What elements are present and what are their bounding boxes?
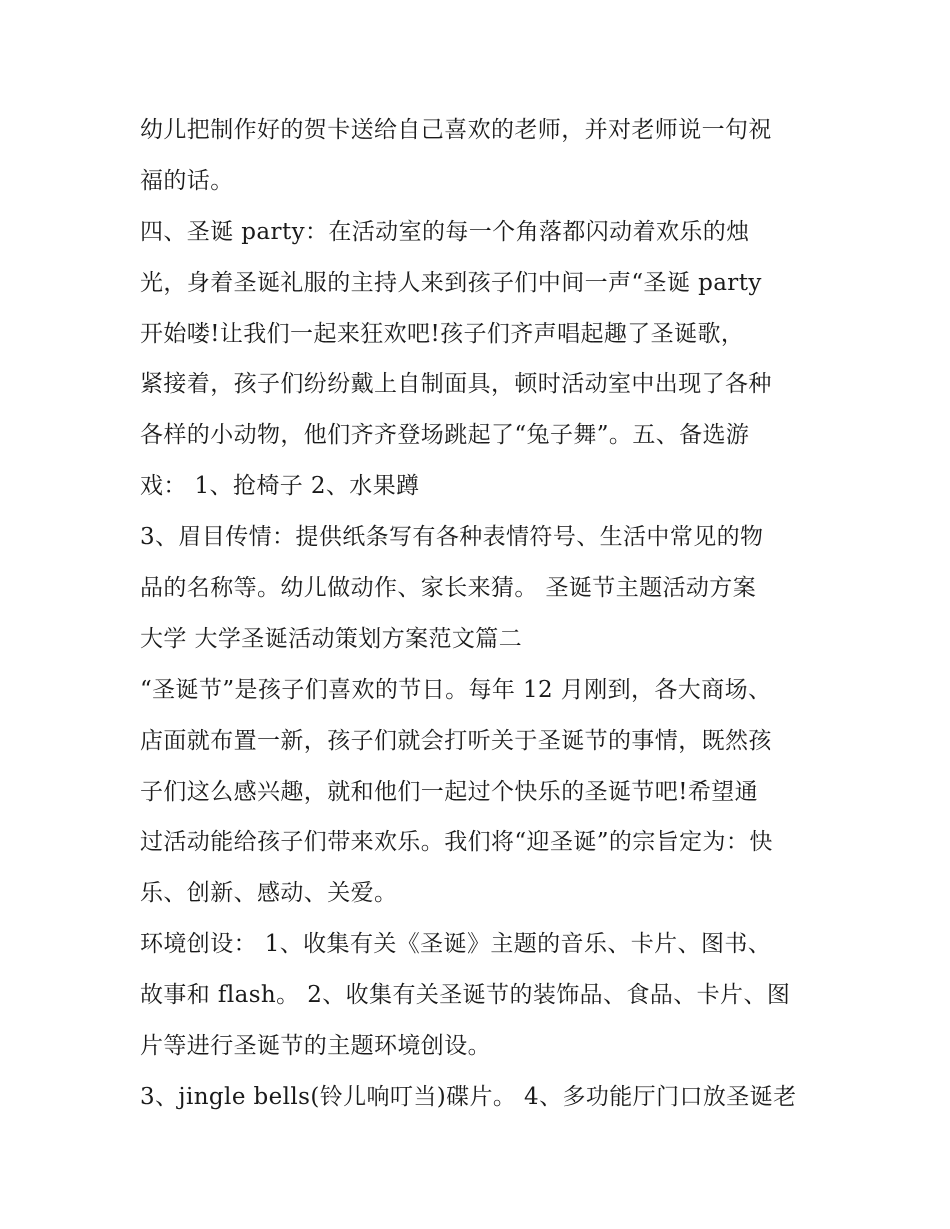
text-line: 戏： 1、抢椅子 2、水果蹲: [140, 473, 420, 500]
text-line: 3、jingle bells(铃儿响叮当)碟片。 4、多功能厅门口放圣诞老: [140, 1083, 797, 1110]
text-line: 环境创设： 1、收集有关《圣诞》主题的音乐、卡片、图书、: [140, 931, 772, 958]
text-line: 片等进行圣诞节的主题环境创设。: [140, 1033, 491, 1060]
text-line: 紧接着，孩子们纷纷戴上自制面具，顿时活动室中出现了各种: [140, 371, 772, 398]
text-line: “圣诞节”是孩子们喜欢的节日。每年 12 月刚到，各大商场、: [140, 676, 772, 703]
text-line: 子们这么感兴趣，就和他们一起过个快乐的圣诞节吧!希望通: [140, 778, 759, 805]
text-line: 3、眉目传情：提供纸条写有各种表情符号、生活中常见的物: [140, 524, 764, 551]
text-line: 故事和 flash。 2、收集有关圣诞节的装饰品、食品、卡片、图: [140, 982, 791, 1009]
text-line: 大学 大学圣诞活动策划方案范文篇二: [140, 625, 523, 652]
text-line: 福的话。: [140, 167, 234, 194]
text-line: 店面就布置一新，孩子们就会打听关于圣诞节的事情，既然孩: [140, 727, 772, 754]
text-line: 开始喽!让我们一起来狂欢吧!孩子们齐声唱起趣了圣诞歌，: [140, 320, 745, 347]
text-line: 乐、创新、感动、关爱。: [140, 880, 398, 907]
document-body: [140, 105, 830, 1123]
text-line: 过活动能给孩子们带来欢乐。我们将“迎圣诞”的宗旨定为：快: [140, 829, 773, 856]
text-line: 四、圣诞 party：在活动室的每一个角落都闪动着欢乐的烛: [140, 218, 750, 245]
text-line: 品的名称等。幼儿做动作、家长来猜。 圣诞节主题活动方案: [140, 575, 757, 602]
text-line: 幼儿把制作好的贺卡送给自己喜欢的老师，并对老师说一句祝: [140, 117, 772, 143]
text-line: 光，身着圣诞礼服的主持人来到孩子们中间一声“圣诞 party: [140, 269, 762, 296]
text-line: 各样的小动物，他们齐齐登场跳起了“兔子舞”。五、备选游: [140, 422, 750, 449]
